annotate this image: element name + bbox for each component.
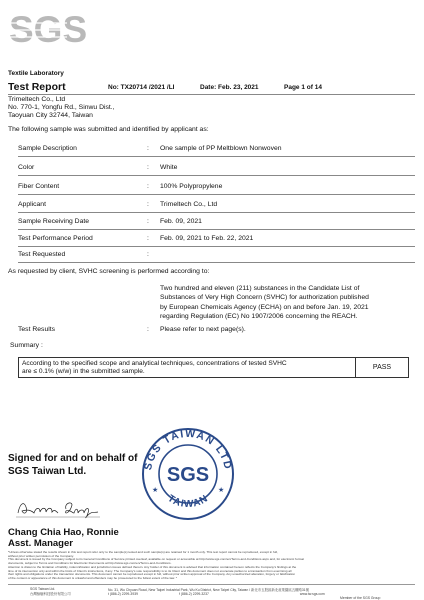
signed-line-1: Signed for and on behalf of — [8, 453, 138, 464]
row-colon: : — [147, 201, 149, 208]
footer-divider — [8, 584, 415, 585]
requested-note: As requested by client, SVHC screening is performed according to: — [8, 268, 210, 275]
row-value: Feb. 09, 2021 to Feb. 22, 2021 — [160, 235, 254, 242]
row-colon: : — [147, 183, 149, 190]
svhc-line: regarding Regulation (EC) No 1907/2006 concerning the REACH. — [160, 312, 358, 320]
row-value: 100% Polypropylene — [160, 183, 223, 190]
footer-company — [30, 587, 71, 596]
footer-line: This document is issued by the Company subject to its General Conditions of Service printed overleaf, available on request or accessible at http://www.sgs.com/en/Terms-and-Conditions.aspx and, for electronic format — [8, 557, 304, 562]
footer-phone-fax — [108, 592, 325, 596]
report-date: Date: Feb. 23, 2021 — [200, 84, 259, 91]
report-number: No: TX20714 /2021 /LI — [108, 84, 175, 91]
footer-line: without prior written permission of the Company. — [8, 553, 74, 558]
row-colon: : — [147, 145, 149, 152]
row-value: One sample of PP Meltblown Nonwoven — [160, 145, 282, 152]
address-line-2: No. 770-1, Yongfu Rd., Sinwu Dist., — [8, 104, 115, 111]
row-label: Fiber Content — [18, 183, 60, 190]
results-label: Test Results — [18, 326, 56, 333]
svhc-line: by European Chemicals Agency (ECHA) on and before Jan. 19, 2021 — [160, 303, 369, 311]
footer-address: No. 31, Wu Chyuan Road, New Taipei Industrial Park, Wu Ku District, New Taipei City, Taiwan / 新北市五股區新北產業園區五權路31號 — [108, 588, 310, 592]
row-label: Applicant — [18, 201, 46, 208]
stamp-graphic — [140, 426, 236, 522]
footer-line: their rights and obligations under the transaction documents. This document cannot be reproduced except in full, without prior written approval of the Company. Any unauthorized alteration, forgery or falsification — [8, 572, 296, 577]
signature-graphic — [14, 495, 104, 521]
footer-company-en: SGS Taiwan Ltd. — [30, 587, 56, 591]
summary-text-line: According to the specified scope and analytical techniques, concentrations of tested SVHC — [22, 360, 287, 367]
summary-text-cell — [19, 358, 356, 378]
page-number: Page 1 of 14 — [284, 84, 322, 91]
row-label: Test Performance Period — [18, 235, 93, 242]
row-colon: : — [147, 218, 149, 225]
svhc-line: Substances of Very High Concern (SVHC) for authorization published — [160, 294, 369, 302]
signatory-role: Asst. Manager — [8, 538, 73, 549]
row-divider — [18, 194, 415, 195]
svhc-description — [160, 284, 369, 321]
company-stamp — [140, 426, 236, 522]
footer-line: Attention is drawn to the limitation of liability, indemnification and jurisdiction issues defined therein. Any holder of this document is advised that information contained hereon reflects the Company's findings at the — [8, 564, 297, 569]
footer-fax: f (886-2) 2299-3237 — [178, 592, 209, 596]
svg-text:★: ★ — [152, 487, 159, 494]
row-label: Color — [18, 164, 35, 171]
row-value: Trimeltech Co., Ltd — [160, 201, 218, 208]
row-divider — [18, 262, 415, 263]
footer-web[interactable]: www.tw.sgs.com — [299, 592, 325, 596]
row-label: Sample Description — [18, 145, 77, 152]
svg-text:★: ★ — [218, 487, 225, 494]
footer-line: time of its intervention only and within the limits of Client's instructions, if any. The Company's sole responsibility is to its Client and this document does not exonerate parties to a transaction from exercising all — [8, 568, 292, 573]
signatory — [8, 527, 119, 549]
summary-verdict: PASS — [356, 358, 409, 378]
row-colon: : — [147, 164, 149, 171]
footer-line: documents, subject to Terms and Conditions for Electronic Documents at http://www.sgs.com/en/Terms-and-Conditions. — [8, 561, 172, 566]
address-line-3: Taoyuan City 32744, Taiwan — [8, 112, 93, 119]
sgs-logo-text: SGS — [9, 9, 88, 50]
summary-text-line: are ≤ 0.1% (w/w) in the submitted sample. — [22, 367, 145, 375]
row-value: White — [160, 164, 178, 171]
stamp-top-text: SGS TAIWAN LTD — [142, 427, 234, 472]
row-divider — [18, 229, 415, 230]
row-divider — [18, 212, 415, 213]
stamp-bottom-text: TAIWAN — [165, 493, 211, 511]
row-label: Sample Receiving Date — [18, 218, 90, 225]
footer-tel: t (886-2) 2299-3939 — [108, 592, 138, 596]
footer-contact — [108, 587, 325, 596]
summary-label: Summary : — [10, 342, 43, 349]
lab-name: Textile Laboratory — [8, 70, 64, 77]
signatory-name: Chang Chia Hao, Ronnie — [8, 527, 119, 538]
signature-heading — [8, 452, 137, 478]
footer-line: *Unless otherwise stated the results shown in this test report refer only to the sample(s) tested and such sample(s) are retained for 1 month only. This test report cannot be reproduced, except in full, — [8, 550, 278, 554]
handwritten-signature — [14, 495, 104, 521]
summary-table — [18, 357, 409, 378]
row-value: Feb. 09, 2021 — [160, 218, 202, 225]
row-divider — [18, 246, 415, 247]
row-divider — [18, 156, 415, 157]
svg-text:TAIWAN — [166, 493, 211, 510]
report-title: Test Report — [8, 81, 66, 93]
row-divider — [18, 175, 415, 176]
row-colon: : — [147, 326, 149, 333]
footer-line: of the content or appearance of this document is unlawful and offenders may be prosecuted to the fullest extent of the law. * — [8, 575, 178, 580]
sgs-logo — [9, 9, 88, 50]
row-label: Test Requested — [18, 251, 66, 258]
address-line-1: Trimeltech Co., Ltd — [8, 96, 66, 103]
results-value: Please refer to next page(s). — [160, 326, 246, 333]
footer-member: Member of the SGS Group — [340, 596, 381, 600]
sgs-logo-graphic — [9, 9, 88, 50]
row-colon: : — [147, 251, 149, 258]
row-colon: : — [147, 235, 149, 242]
intro-text: The following sample was submitted and identified by applicant as: — [8, 126, 209, 133]
footer-company-zh: 台灣檢驗科技股份有限公司 — [30, 592, 71, 596]
stamp-center-text: SGS — [166, 464, 210, 486]
signed-line-2: SGS Taiwan Ltd. — [8, 466, 87, 477]
svhc-line: Two hundred and eleven (211) substances in the Candidate List of — [160, 285, 360, 292]
legal-footer — [8, 551, 416, 581]
header-divider — [8, 94, 415, 95]
